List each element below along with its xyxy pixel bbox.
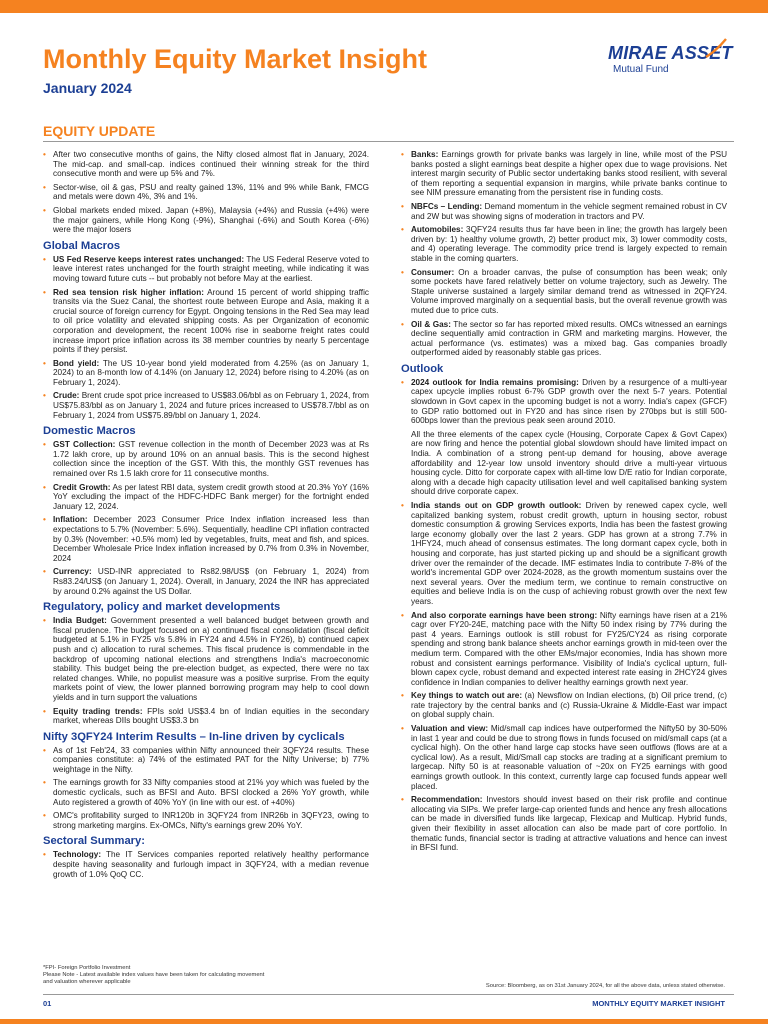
item-text: The US 10-year bond yield moderated from 4.25% (as on January 1, 2024) to an 8-month low of 4.14% (on January 12, 2024) before rising to 4.20% (as on February 1, 2024). xyxy=(53,358,369,387)
item-text: The IT Services companies reported relatively healthy performance despite having seasonality and furlough impact in 3QFY24, with a median revenue growth of 1.0% QoQ CC. xyxy=(53,850,369,879)
heading-domestic-macros: Domestic Macros xyxy=(43,425,136,438)
heading-nifty-results: Nifty 3QFY24 Interim Results – In-line driven by cyclicals xyxy=(43,730,345,743)
list-item: • As of 1st Feb'24, 33 companies within Nifty announced their 3QFY24 results. These companies constitute: a) 74% of the estimated PAT for the Nifty Universe; b) 77% weightage in the Nifty. xyxy=(40,746,369,775)
sectoral-list-right xyxy=(398,150,727,358)
list-item: • After two consecutive months of gains, the Nifty closed almost flat in January, 2024. The mid-cap. and small-cap. indices continued their winning streak for the third consecutive month and were up 5% and 7%. xyxy=(40,150,369,179)
brand-logo xyxy=(608,43,733,79)
item-heading: Credit Growth: xyxy=(53,482,111,492)
regulatory-list xyxy=(40,616,369,726)
list-item xyxy=(398,795,727,853)
item-heading: Bond yield: xyxy=(53,358,100,368)
heading-regulatory: Regulatory, policy and market developments xyxy=(43,601,281,614)
item-text: As per latest RBI data, system credit growth stood at 20.3% YoY (16% YoY excluding the impact of the HDFC-HDFC Bank merger) for the fortnight ended January 12, 2024. xyxy=(53,482,369,511)
item-text: Around 15 percent of world shipping traffic transits via the Suez Canal, the shortest route between Europe and Asia, making it a crucial source of foreign currency for Egypt. Ongoing tensions in the Red Sea may lead to oil price volatility and elevated shipping costs. As per Organization of economic corporation and development, the recent 100% rise in seaborne freight rates could increase import price inflation across its 38 member countries by nearly 5 percentage points if they persist. xyxy=(53,287,369,355)
item-text: Driven by renewed capex cycle, well capitalized banking system, robust credit growth, upturn in housing sector, robust domestic consumption & growing Services exports, India has been the fastest growing large economy globally over the last 2 years. GDP has grown at a strong 7.7% in 1HFY24, much ahead of consensus estimates. The long dormant capex cycle, both in housing and corporate, has just started picking up and should be a significant growth driver over the remainder of the decade. IMF estimates India to contribute 7-8% of the world's incremental GDP over 2024-2028, as the growth momentum sustains over the next several years. Over the medium term, we continue to remain constructive on equities and believe India is on the cusp of achieving robust growth over the next few years. xyxy=(411,501,728,606)
list-item: • The earnings growth for 33 Nifty companies stood at 21% yoy which was fueled by the domestic cyclicals, such as BFSI and Auto. BFSI clocked a 26% YoY growth, while Auto registered a growth of 40% YoY (in line with our est. of +40%) xyxy=(40,778,369,807)
list-item xyxy=(398,378,727,426)
footnote-line: Please Note - Latest available index values have been taken for calculating movement xyxy=(43,971,265,978)
item-heading: Equity trading trends: xyxy=(53,706,143,716)
item-heading: Banks: xyxy=(411,150,439,159)
top-accent-bar xyxy=(0,0,768,13)
left-column xyxy=(40,150,369,883)
item-heading: Red sea tension risk higher inflation: xyxy=(53,287,204,297)
item-text: Earnings growth for private banks was largely in line, while most of the PSU banks posted a slight earnings beat despite a higher opex due to wage provisions. Net interest margin security of Public sector undertaking banks stood resilient, with several of them reporting a sequential expansion in margins, while private banks continue to see NIM pressure emanating from the persistent rise in funding costs. xyxy=(411,150,727,198)
sectoral-list-left xyxy=(40,850,369,879)
item-text: Investors should invest based on their risk profile and continue allocating via SIPs. We prefer large-cap oriented funds and hence any fresh allocations can be made in diversified funds like largecap, Flexicap and Multicap. Hybrid funds, given their flexibility in asset allocation can also be made part of core portfolio. In thematic funds, financial sector is trading at attractive valuations and hence can invest in BFSI fund. xyxy=(411,795,727,853)
item-heading: Technology: xyxy=(53,850,102,860)
section-title: EQUITY UPDATE xyxy=(43,123,156,139)
item-heading: Key things to watch out are: xyxy=(411,691,523,701)
list-item xyxy=(40,515,369,563)
item-heading: And also corporate earnings have been strong: xyxy=(411,610,598,620)
item-text: Driven by a resurgence of a multi-year capex upcycle implies robust 6-7% GDP growth over the next 5-7 years. Potential slowdown in Govt capex in the upcoming budget is not a worry. India's capex (GFCF) to GDP ratio bottomed out in FY20 and has since risen by 270bps but is still 500-600bps lower than the previous peak seen around 2010. xyxy=(411,377,727,426)
list-item xyxy=(398,320,727,358)
item-text: The sector so far has reported mixed results. OMCs witnessed an earnings decline sequentially amid contraction in GRM and marketing margins. However, the actual performance (vs. estimates) was a mixed bag. Gas companies broadly outperformed aided by reasonably stable gas prices. xyxy=(411,319,727,358)
item-heading: NBFCs – Lending: xyxy=(411,201,483,211)
outlook-list xyxy=(398,378,727,426)
item-heading: Valuation and view: xyxy=(411,724,489,734)
item-text: Nifty earnings have risen at a 21% cagr over FY20-24E, matching pace with the Nifty 50 index rising by 77% during the past 4 years. Earnings outlook is still robust for FY25/CY24 as rising corporate spending and strong bank balance sheets anchor earnings growth in mid-teen over the medium term. Compared with the other EMs/major economies, India has shown more robust and consistent earnings performance. Visibility of India's cyclical upturn, full-blown capex cycle, robust demand and expected interest rate easing in 2HCY24 gives confidence in Indian companies to deliver healthy earnings growth next year. xyxy=(411,610,727,687)
list-item xyxy=(398,611,727,688)
item-text: GST revenue collection in the month of December 2023 was at Rs 1.72 lakh crore, up by around 10% on an annual basis. This is the second highest collection since the inception of the GST. With this, the monthly GST revenues has remained over Rs 1.5 lakh crore for 11 consecutive months. xyxy=(53,440,369,479)
heading-sectoral-summary: Sectoral Summary: xyxy=(43,835,145,848)
list-item xyxy=(398,150,727,198)
list-item xyxy=(398,268,727,316)
page-number: 01 xyxy=(43,999,52,1008)
item-text: 3QFY24 results thus far have been in line; the growth has largely been driven by: 1) healthy volume growth, 2) better product mix, 3) lower commodity costs, and 4) operating leverage. The commodity price trend is largely expected to remain stable in the coming quarters. xyxy=(411,225,727,263)
right-column xyxy=(398,150,727,857)
item-text: Mid/small cap indices have outperformed the Nifty50 by 30-50% in last 1 year and could be due to strong flows in funds focused on mid/small caps (at a cyclical high). On the other hand large cap stocks have seen outflows (flows are at a cyclical low). As a result, Mid/Small cap stocks are trading at a significant premium to largecap. Nifty 50 is at reasonable valuation of ~20x on FY25 earnings with good earnings growth outlook. In this context, currently large cap focused funds appear well placed. xyxy=(411,724,727,791)
bottom-accent-bar xyxy=(0,1019,768,1024)
list-item xyxy=(40,616,369,702)
item-heading: India stands out on GDP growth outlook: xyxy=(411,501,582,510)
footnote xyxy=(43,965,264,985)
heading-global-macros: Global Macros xyxy=(43,239,121,252)
global-macros-list xyxy=(40,255,369,421)
item-text: USD-INR appreciated to Rs82.98/US$ (on February 1, 2024) from Rs83.24/US$ (on January 1, 2024). Overall, in January, 2024 the INR has appreciated by around 0.2% against the US Dollar. xyxy=(53,567,369,596)
list-item xyxy=(40,567,369,596)
logo-wordmark: MIRAE ASSET xyxy=(608,43,733,63)
item-heading: Consumer: xyxy=(411,267,455,277)
list-item xyxy=(40,391,369,420)
list-item xyxy=(398,202,727,221)
list-item xyxy=(40,288,369,355)
list-item xyxy=(398,691,727,720)
list-item xyxy=(398,225,727,263)
item-text: Government presented a well balanced budget between growth and fiscal prudence. The budget focused on a) continued fiscal consolidation (fiscal deficit budgeted at 5.1% in FY25 v/s 5.8% in FY24 and 4.5% in FY26), b) continued capex push and c) allocation to rural schemes. This fiscal prudence is commendable in the backdrop of upcoming national elections and strengthens India's macroeconomic stability. This budget being the pre-election budget, as expected, there were no tax related changes. While, no populist measure was a positive surprise. From the equity markets point of view, the lower planned borrowing program may help to cool down yields and in turn support the valuations xyxy=(53,616,369,702)
item-heading: Recommendation: xyxy=(411,795,483,805)
item-heading: Automobiles: xyxy=(411,225,464,235)
list-item: • Global markets ended mixed. Japan (+8%), Malaysia (+4%) and Russia (+4%) were the major gainers, while Hong Kong (-9%), Shanghai (-6%) and South Korea (-6%) were the major losers xyxy=(40,206,369,235)
list-item xyxy=(40,440,369,478)
footer-title: MONTHLY EQUITY MARKET INSIGHT xyxy=(592,999,725,1008)
item-heading: GST Collection: xyxy=(53,440,116,450)
footer-divider xyxy=(43,994,734,995)
item-text: Brent crude spot price increased to US$83.06/bbl as on February 1, 2024, from US$75.83/bbl as on January 1, 2024 and future prices increased to US$78.7/bbl as on February 1, 2024 from US$75.89/bbl on January 1, 2024. xyxy=(53,391,369,420)
list-item xyxy=(40,483,369,512)
list-item xyxy=(40,255,369,284)
item-text: (a) Newsflow on Indian elections, (b) Oil price trend, (c) rate trajectory by the central banks and (c) Russia-Ukraine & Middle-East war impact on global supply chain. xyxy=(411,691,727,720)
issue-month: January 2024 xyxy=(43,80,132,96)
item-text: FPIs sold US$3.4 bn of Indian equities in the secondary market, whereas DIIs bought US$3.3 bn xyxy=(53,706,370,726)
page-title: Monthly Equity Market Insight xyxy=(43,44,428,74)
intro-list xyxy=(40,150,369,235)
item-text: Demand momentum in the vehicle segment remained robust in CV and 2W but was showing signs of moderation in tractors and PV. xyxy=(411,201,727,221)
item-heading: Inflation: xyxy=(53,515,88,525)
list-item xyxy=(40,850,369,879)
footnote-line: *FPI- Foreign Portfolio Investment xyxy=(43,965,131,971)
list-item xyxy=(40,707,369,726)
list-item xyxy=(398,501,727,607)
logo-swoosh-icon xyxy=(704,37,728,59)
item-heading: India Budget: xyxy=(53,616,107,626)
item-heading: Oil & Gas: xyxy=(411,319,451,329)
list-item: • OMC's profitability surged to INR120b in 3QFY24 from INR26b in 3QFY23, owing to strong marketing margins. Ex-OMCs, Nifty's earnings grew 20% YoY. xyxy=(40,811,369,830)
item-heading: US Fed Reserve keeps interest rates unchanged: xyxy=(53,254,245,264)
item-text: The US Federal Reserve voted to leave interest rates unchanged for the fourth straight meeting, while indicating it was moving toward future cuts -- but probably not before May at the earliest. xyxy=(53,254,369,283)
domestic-macros-list xyxy=(40,440,369,596)
source-note: Source: Bloomberg, as on 31st January 2024, for all the above data, unless stated otherwise. xyxy=(485,983,725,989)
item-text: December 2023 Consumer Price Index inflation increased less than expectations to 5.7% (November: 5.6%). Sequentially, headline CPI inflation contracted by 0.3% (November: +0.5% mom) led by vegetables, fruits, meat and fish, and spices. December Wholesale Price Index inflation increased by 0.7% from 0.3% in November, 2024 xyxy=(53,515,369,563)
item-heading: 2024 outlook for India remains promising: xyxy=(411,377,579,387)
nifty-results-list xyxy=(40,746,369,831)
footnote-line: and valuation wherever applicable xyxy=(43,978,131,985)
outlook-list-continued xyxy=(398,501,727,853)
list-item xyxy=(398,724,727,791)
section-divider xyxy=(43,141,734,142)
item-heading: Crude: xyxy=(53,391,80,401)
item-heading: Currency: xyxy=(53,567,92,577)
logo-subtitle: Mutual Fund xyxy=(613,64,669,75)
item-text: On a broader canvas, the pulse of consumption has been weak; only some pockets have fared relatively better on volume trajectory, such as Jewelry. The Staple universe sustained a largely similar demand trend as witnessed in 2QFY24. Volume improved marginally on a sequential basis, but the overall revenue growth was muted due to price cuts. xyxy=(411,267,727,315)
list-item xyxy=(40,359,369,388)
heading-outlook: Outlook xyxy=(401,362,444,375)
list-item: • Sector-wise, oil & gas, PSU and realty gained 13%, 11% and 9% while Bank, FMCG and metals were down 4%, 3% and 1%. xyxy=(40,183,369,202)
outlook-paragraph: All the three elements of the capex cycle (Housing, Corporate Capex & Govt Capex) are now firing and hence the potential global slowdown should have limited impact on India. A combination of a strong pent-up demand for housing, above average affordability and 12-year low unsold inventory should drive a multi-year virtuous housing cycle. Ditto for corporate capex with all-time low D/E ratio for Indian corporate, along with a decade high capacity utilisation level and well capitalised banking system should drive corporate capex. xyxy=(411,429,727,497)
